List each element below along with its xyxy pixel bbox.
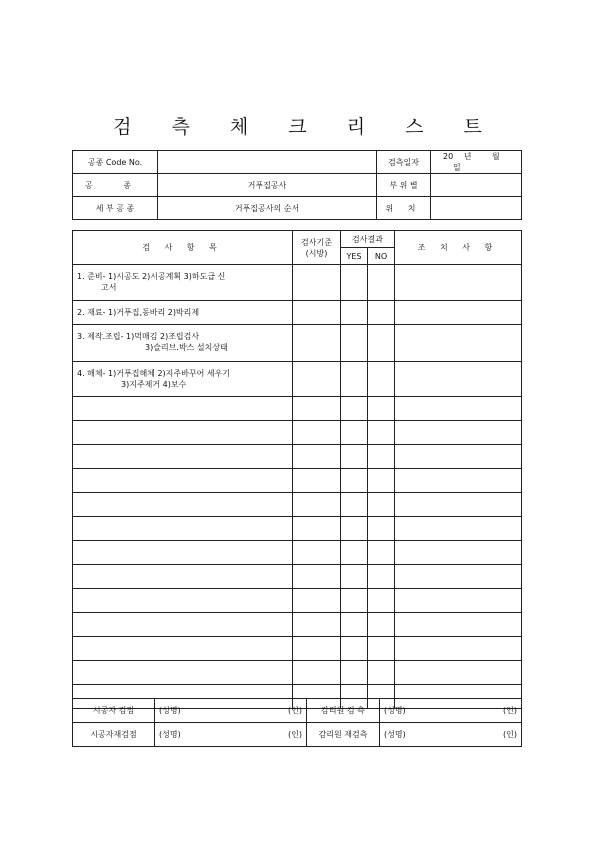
date-year-prefix: 20: [443, 152, 454, 161]
action-cell[interactable]: [395, 565, 522, 589]
location-value[interactable]: [431, 197, 522, 220]
no-cell[interactable]: [368, 661, 395, 685]
item-cell[interactable]: [73, 493, 293, 517]
header-table: [72, 150, 522, 220]
code-label: 공종 Code No.: [73, 151, 158, 174]
standard-cell[interactable]: [293, 421, 341, 445]
no-cell[interactable]: [368, 362, 395, 397]
no-cell[interactable]: [368, 493, 395, 517]
check-item-3: [73, 325, 293, 362]
supervisor-inspection-label: 감리원 검 측: [307, 699, 380, 723]
table-row: [73, 541, 522, 565]
action-cell[interactable]: [395, 397, 522, 421]
table-row: [73, 637, 522, 661]
action-cell[interactable]: [395, 445, 522, 469]
name-placeholder: (성명): [384, 706, 406, 715]
table-row: [73, 589, 522, 613]
check-item-1: [73, 265, 293, 301]
table-row: [73, 397, 522, 421]
signature-table: [72, 698, 522, 747]
contractor-inspection-sign[interactable]: [155, 699, 307, 723]
name-placeholder: (성명): [159, 706, 181, 715]
checklist-table: [72, 230, 522, 709]
check-item-2: [73, 301, 293, 325]
seal-placeholder: (인): [288, 706, 302, 715]
table-row: [73, 613, 522, 637]
detail-value[interactable]: 거푸집공사의 순서: [158, 197, 377, 220]
no-cell[interactable]: [368, 469, 395, 493]
item-cell[interactable]: [73, 637, 293, 661]
no-cell[interactable]: [368, 445, 395, 469]
yes-cell[interactable]: [341, 589, 368, 613]
col-action-header: 조 치 사 항: [395, 231, 522, 265]
item-cell[interactable]: [73, 565, 293, 589]
check-item-text: 4. 해체- 1)거푸집해체 2)지주바꾸어 세우기: [77, 369, 231, 378]
item-cell[interactable]: [73, 469, 293, 493]
check-item-4: [73, 362, 293, 397]
part-label: 부 위 별: [377, 174, 431, 197]
no-cell[interactable]: [368, 517, 395, 541]
check-item-text: 3)지주제거 4)보수: [121, 380, 187, 389]
action-cell[interactable]: [395, 325, 522, 362]
name-placeholder: (성명): [384, 730, 406, 739]
standard-cell[interactable]: [293, 469, 341, 493]
standard-cell[interactable]: [293, 397, 341, 421]
action-cell[interactable]: [395, 637, 522, 661]
standard-cell[interactable]: [293, 517, 341, 541]
standard-cell[interactable]: [293, 661, 341, 685]
standard-cell[interactable]: [293, 589, 341, 613]
no-cell[interactable]: [368, 565, 395, 589]
date-day: 일: [453, 163, 461, 172]
detail-label: 세 부 공 종: [73, 197, 158, 220]
date-label: 검측일자: [377, 151, 431, 174]
no-cell[interactable]: [368, 637, 395, 661]
table-row: [73, 445, 522, 469]
standard-cell[interactable]: [293, 541, 341, 565]
check-item-text: 고서: [101, 283, 117, 292]
contractor-inspection-label: 시공자 검점: [73, 699, 155, 723]
part-value[interactable]: [431, 174, 522, 197]
yes-cell[interactable]: [341, 265, 368, 301]
standard-cell[interactable]: [293, 565, 341, 589]
action-cell[interactable]: [395, 661, 522, 685]
item-cell[interactable]: [73, 397, 293, 421]
page-title: 검 측 체 크 리 스 트: [113, 116, 499, 138]
table-row: [73, 469, 522, 493]
seal-placeholder: (인): [288, 730, 302, 739]
no-cell[interactable]: [368, 541, 395, 565]
yes-cell[interactable]: [341, 565, 368, 589]
date-year: 년: [463, 152, 472, 161]
seal-placeholder: (인): [503, 730, 517, 739]
yes-cell[interactable]: [341, 301, 368, 325]
supervisor-reinspection-label: 감리원 재검측: [307, 723, 380, 747]
item-cell[interactable]: [73, 589, 293, 613]
action-cell[interactable]: [395, 265, 522, 301]
yes-cell[interactable]: [341, 445, 368, 469]
yes-cell[interactable]: [341, 661, 368, 685]
table-row: [73, 362, 522, 397]
table-row: [73, 265, 522, 301]
col-standard-header: [293, 231, 341, 265]
col-result-header: 검사결과: [341, 231, 395, 248]
work-label: 공 종: [73, 174, 158, 197]
item-cell[interactable]: [73, 421, 293, 445]
action-cell[interactable]: [395, 301, 522, 325]
item-cell[interactable]: [73, 541, 293, 565]
yes-cell[interactable]: [341, 493, 368, 517]
yes-cell[interactable]: [341, 613, 368, 637]
check-item-text: 1. 준비- 1)시공도 2)시공계획 3)하도급 신: [77, 272, 226, 281]
table-row: [73, 301, 522, 325]
col-standard-line2: (시방): [305, 248, 328, 258]
no-cell[interactable]: [368, 397, 395, 421]
table-row: [73, 421, 522, 445]
contractor-reinspection-sign[interactable]: [155, 723, 307, 747]
yes-cell[interactable]: [341, 362, 368, 397]
col-yes-header: YES: [341, 248, 368, 265]
no-cell[interactable]: [368, 613, 395, 637]
check-item-text: 3)슬리브.박스 설치상태: [145, 343, 228, 352]
table-row: [73, 517, 522, 541]
table-row: [73, 325, 522, 362]
col-item-header: 검 사 항 목: [73, 231, 293, 265]
action-cell[interactable]: [395, 421, 522, 445]
yes-cell[interactable]: [341, 421, 368, 445]
date-month: 월: [492, 152, 500, 161]
action-cell[interactable]: [395, 541, 522, 565]
standard-cell[interactable]: [293, 445, 341, 469]
check-item-text: 3. 제작.조립- 1)먹매김 2)조립검사: [77, 332, 200, 341]
action-cell[interactable]: [395, 517, 522, 541]
action-cell[interactable]: [395, 613, 522, 637]
contractor-reinspection-label: 시공자재검점: [73, 723, 155, 747]
item-cell[interactable]: [73, 517, 293, 541]
seal-placeholder: (인): [503, 706, 517, 715]
yes-cell[interactable]: [341, 637, 368, 661]
standard-cell[interactable]: [293, 362, 341, 397]
item-cell[interactable]: [73, 613, 293, 637]
no-cell[interactable]: [368, 589, 395, 613]
yes-cell[interactable]: [341, 325, 368, 362]
standard-cell[interactable]: [293, 613, 341, 637]
table-row: [73, 493, 522, 517]
standard-cell[interactable]: [293, 493, 341, 517]
action-cell[interactable]: [395, 469, 522, 493]
date-value[interactable]: [431, 151, 522, 174]
action-cell[interactable]: [395, 362, 522, 397]
no-cell[interactable]: [368, 301, 395, 325]
col-no-header: NO: [368, 248, 395, 265]
yes-cell[interactable]: [341, 469, 368, 493]
standard-cell[interactable]: [293, 265, 341, 301]
table-row: [73, 661, 522, 685]
work-value[interactable]: 거푸집공사: [158, 174, 377, 197]
action-cell[interactable]: [395, 589, 522, 613]
name-placeholder: (성명): [159, 730, 181, 739]
check-item-text: 2. 재료- 1)거푸집,동바리 2)박리제: [77, 308, 200, 317]
location-label: 위 치: [377, 197, 431, 220]
no-cell[interactable]: [368, 265, 395, 301]
standard-cell[interactable]: [293, 637, 341, 661]
col-standard-line1: 검사기준: [301, 237, 332, 247]
yes-cell[interactable]: [341, 517, 368, 541]
yes-cell[interactable]: [341, 397, 368, 421]
supervisor-reinspection-sign[interactable]: [380, 723, 522, 747]
action-cell[interactable]: [395, 493, 522, 517]
table-row: [73, 565, 522, 589]
no-cell[interactable]: [368, 325, 395, 362]
yes-cell[interactable]: [341, 541, 368, 565]
no-cell[interactable]: [368, 421, 395, 445]
item-cell[interactable]: [73, 661, 293, 685]
supervisor-inspection-sign[interactable]: [380, 699, 522, 723]
standard-cell[interactable]: [293, 325, 341, 362]
standard-cell[interactable]: [293, 301, 341, 325]
code-value[interactable]: [158, 151, 377, 174]
item-cell[interactable]: [73, 445, 293, 469]
